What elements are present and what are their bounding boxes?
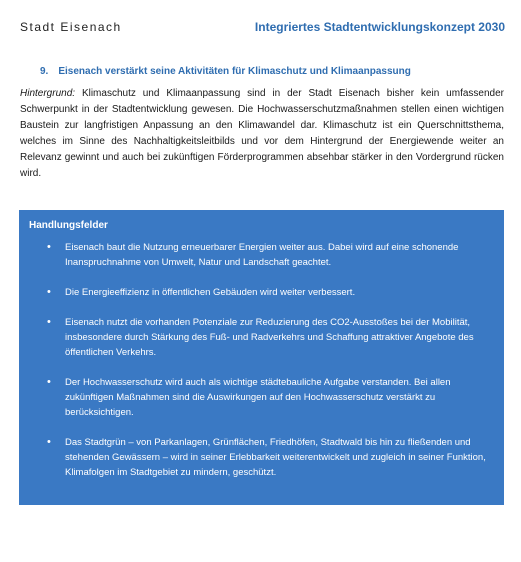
header-document-title: Integriertes Stadtentwicklungskonzept 2030 [254,20,505,34]
list-item [29,435,492,480]
intro-paragraph [20,86,504,182]
list-item [29,285,492,300]
bullet-icon: • [47,376,51,388]
bullet-icon: • [47,436,51,448]
bullet-icon: • [47,316,51,328]
list-item [29,315,492,360]
section-number: 9. [40,66,49,77]
list-item-text: Eisenach baut die Nutzung erneuerbarer Energien weiter aus. Dabei wird auf eine schonende Inanspruchnahme von Umwelt, Natur und Landschaft geachtet. [65,242,459,268]
intro-text: Klimaschutz und Klimaanpassung sind in der Stadt Eisenach bisher kein umfassender Schwerpunkt in der Stadtentwicklung gewesen. Die Hochwasserschutzmaßnahmen stellen einen wichtigen Baustein zur langfristigen Anpassung an den Klimawandel dar. Klimaschutz ist ein Querschnittsthema, welches im Sinne des Nachhaltigkeitsleitbilds und vor dem Hintergrund der Energiewende weiter an Relevanz gewinnt und auch bei zukünftigen Förderprogrammen absehbar stärker in den Vordergrund rücken wird. [20,88,504,179]
intro-label: Hintergrund: [20,88,76,99]
handlungsfelder-list [29,240,492,480]
section-title: Eisenach verstärkt seine Aktivitäten für Klimaschutz und Klimaanpassung [58,66,411,77]
list-item-text: Das Stadtgrün – von Parkanlagen, Grünflächen, Friedhöfen, Stadtwald bis hin zu fließenden und stehenden Gewässern – wird in seiner Erlebbarkeit weiterentwickelt und zugleich in seiner Funktion, Klimafolgen im Stadtgebiet zu mindern, geschützt. [65,437,486,478]
list-item-text: Die Energieeffizienz in öffentlichen Gebäuden wird weiter verbessert. [65,287,356,298]
section-heading [40,66,411,77]
list-item-text: Der Hochwasserschutz wird auch als wichtige städtebauliche Aufgabe verstanden. Bei allen zukünftigen Maßnahmen sind die Auswirkungen auf den Hochwasserschutz verstärkt zu berücksichtigen. [65,377,451,418]
box-title: Handlungsfelder [29,220,108,231]
handlungsfelder-box [19,210,504,505]
bullet-icon: • [47,241,51,253]
list-item [29,240,492,270]
list-item-text: Eisenach nutzt die vorhanden Potenziale zur Reduzierung des CO2-Ausstoßes bei der Mobilität, insbesondere durch Stärkung des Fuß- und Radverkehrs und Schaffung attraktiver Angebote des öffentlichen Verkehrs. [65,317,474,358]
bullet-icon: • [47,286,51,298]
list-item [29,375,492,420]
header-city-name: Stadt Eisenach [20,20,122,34]
